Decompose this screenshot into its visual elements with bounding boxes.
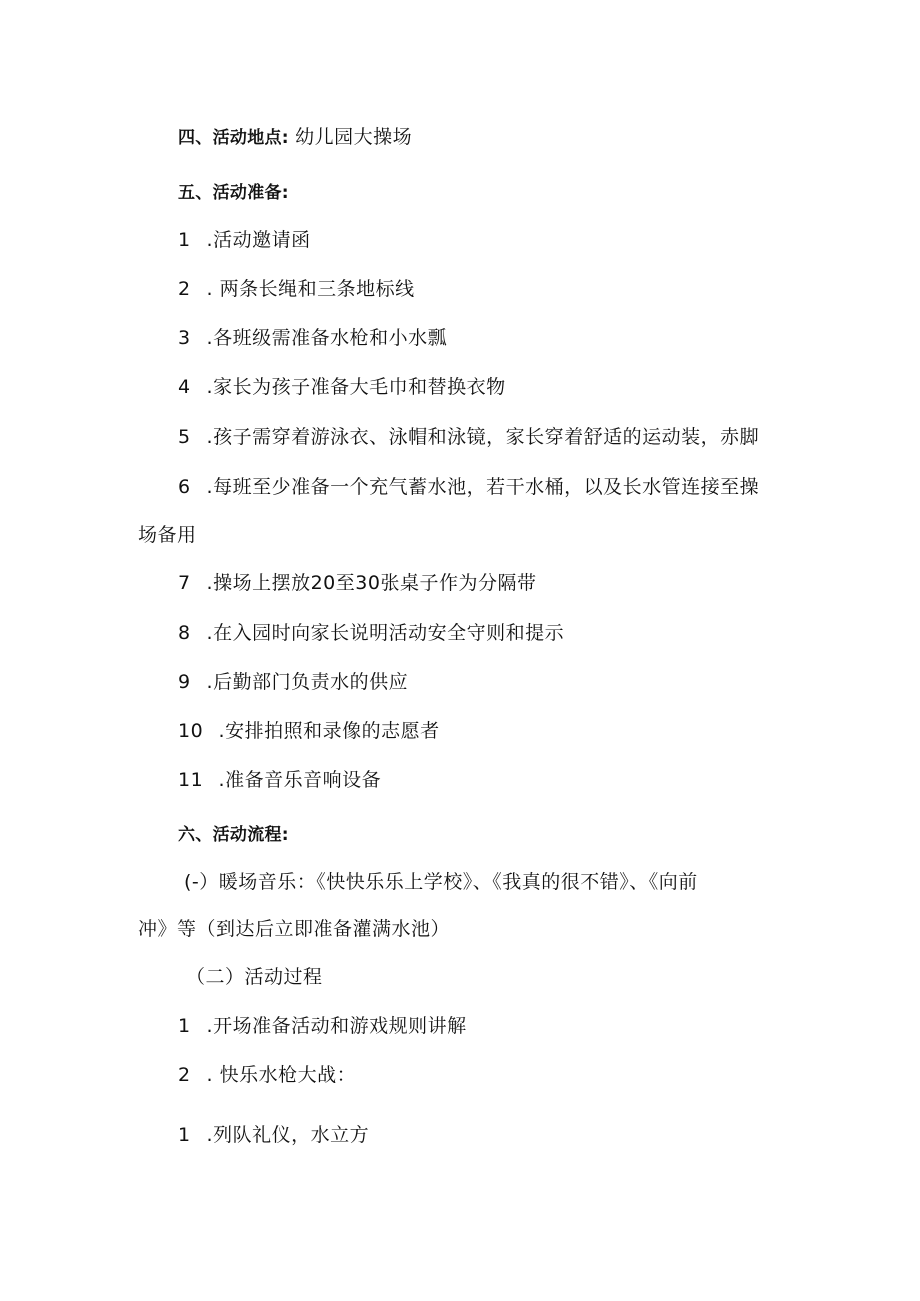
- prep-item-10: [178, 718, 440, 744]
- list-number: 2: [178, 1064, 191, 1086]
- list-number: 11: [178, 769, 204, 791]
- list-text: .孩子需穿着游泳衣、泳帽和泳镜，家长穿着舒适的运动装，赤脚: [206, 426, 760, 448]
- list-text: .列队礼仪，水立方: [206, 1124, 370, 1146]
- list-number: 1: [178, 1015, 191, 1037]
- list-text: .每班至少准备一个充气蓄水池，若干水桶，以及长水管连接至操: [206, 476, 760, 498]
- list-number: 8: [178, 622, 191, 644]
- prep-item-6: [178, 474, 759, 500]
- list-number: 1: [178, 1124, 191, 1146]
- list-number: 7: [178, 572, 191, 594]
- section-4-value: 幼儿园大操场: [295, 126, 413, 148]
- section-4-label: 四、活动地点:: [178, 128, 289, 148]
- list-number: 6: [178, 476, 191, 498]
- prep-item-4: [178, 374, 506, 400]
- process-subheading: （二）活动过程: [186, 966, 323, 988]
- list-text: .后勤部门负责水的供应: [206, 671, 409, 693]
- list-text: .安排拍照和录像的志愿者: [218, 720, 440, 742]
- process-item-2: [178, 1062, 356, 1088]
- list-number: 1: [178, 229, 191, 251]
- list-number: 9: [178, 671, 191, 693]
- list-text: . 两条长绳和三条地标线: [206, 278, 415, 300]
- prep-item-3: [178, 325, 447, 351]
- prep-item-1: [178, 227, 311, 253]
- prep-item-11: [178, 767, 381, 793]
- prep-item-7: [178, 570, 536, 596]
- list-text: .家长为孩子准备大毛巾和替换衣物: [206, 376, 506, 398]
- prep-item-6-continuation: 场备用: [138, 524, 197, 546]
- list-text: .在入园时向家长说明活动安全守则和提示: [206, 622, 565, 644]
- list-text: .开场准备活动和游戏规则讲解: [206, 1015, 467, 1037]
- prep-item-9: [178, 669, 408, 695]
- section-6-heading: 六、活动流程:: [178, 825, 289, 845]
- section-4-heading: [178, 124, 412, 151]
- list-number: 4: [178, 376, 191, 398]
- list-number: 2: [178, 278, 191, 300]
- prep-item-2: [178, 276, 415, 302]
- process-item-1: [178, 1013, 467, 1039]
- prep-item-8: [178, 620, 564, 646]
- list-number: 5: [178, 426, 191, 448]
- list-number: 3: [178, 327, 191, 349]
- list-text: .活动邀请函: [206, 229, 311, 251]
- list-text: .各班级需准备水枪和小水瓢: [206, 327, 448, 349]
- prep-item-5: [178, 424, 759, 450]
- list-text: .操场上摆放20至30张桌子作为分隔带: [206, 572, 537, 594]
- warmup-music-line-1: (-）暖场音乐：《快快乐乐上学校》、《我真的很不错》、《向前: [184, 871, 698, 893]
- warmup-music-line-2: 冲》等（到达后立即准备灌满水池）: [138, 918, 451, 940]
- list-text: .准备音乐音响设备: [218, 769, 382, 791]
- section-5-heading: 五、活动准备:: [178, 183, 289, 203]
- process-subitem-1: [178, 1122, 369, 1148]
- list-text: . 快乐水枪大战：: [206, 1064, 357, 1086]
- list-number: 10: [178, 720, 204, 742]
